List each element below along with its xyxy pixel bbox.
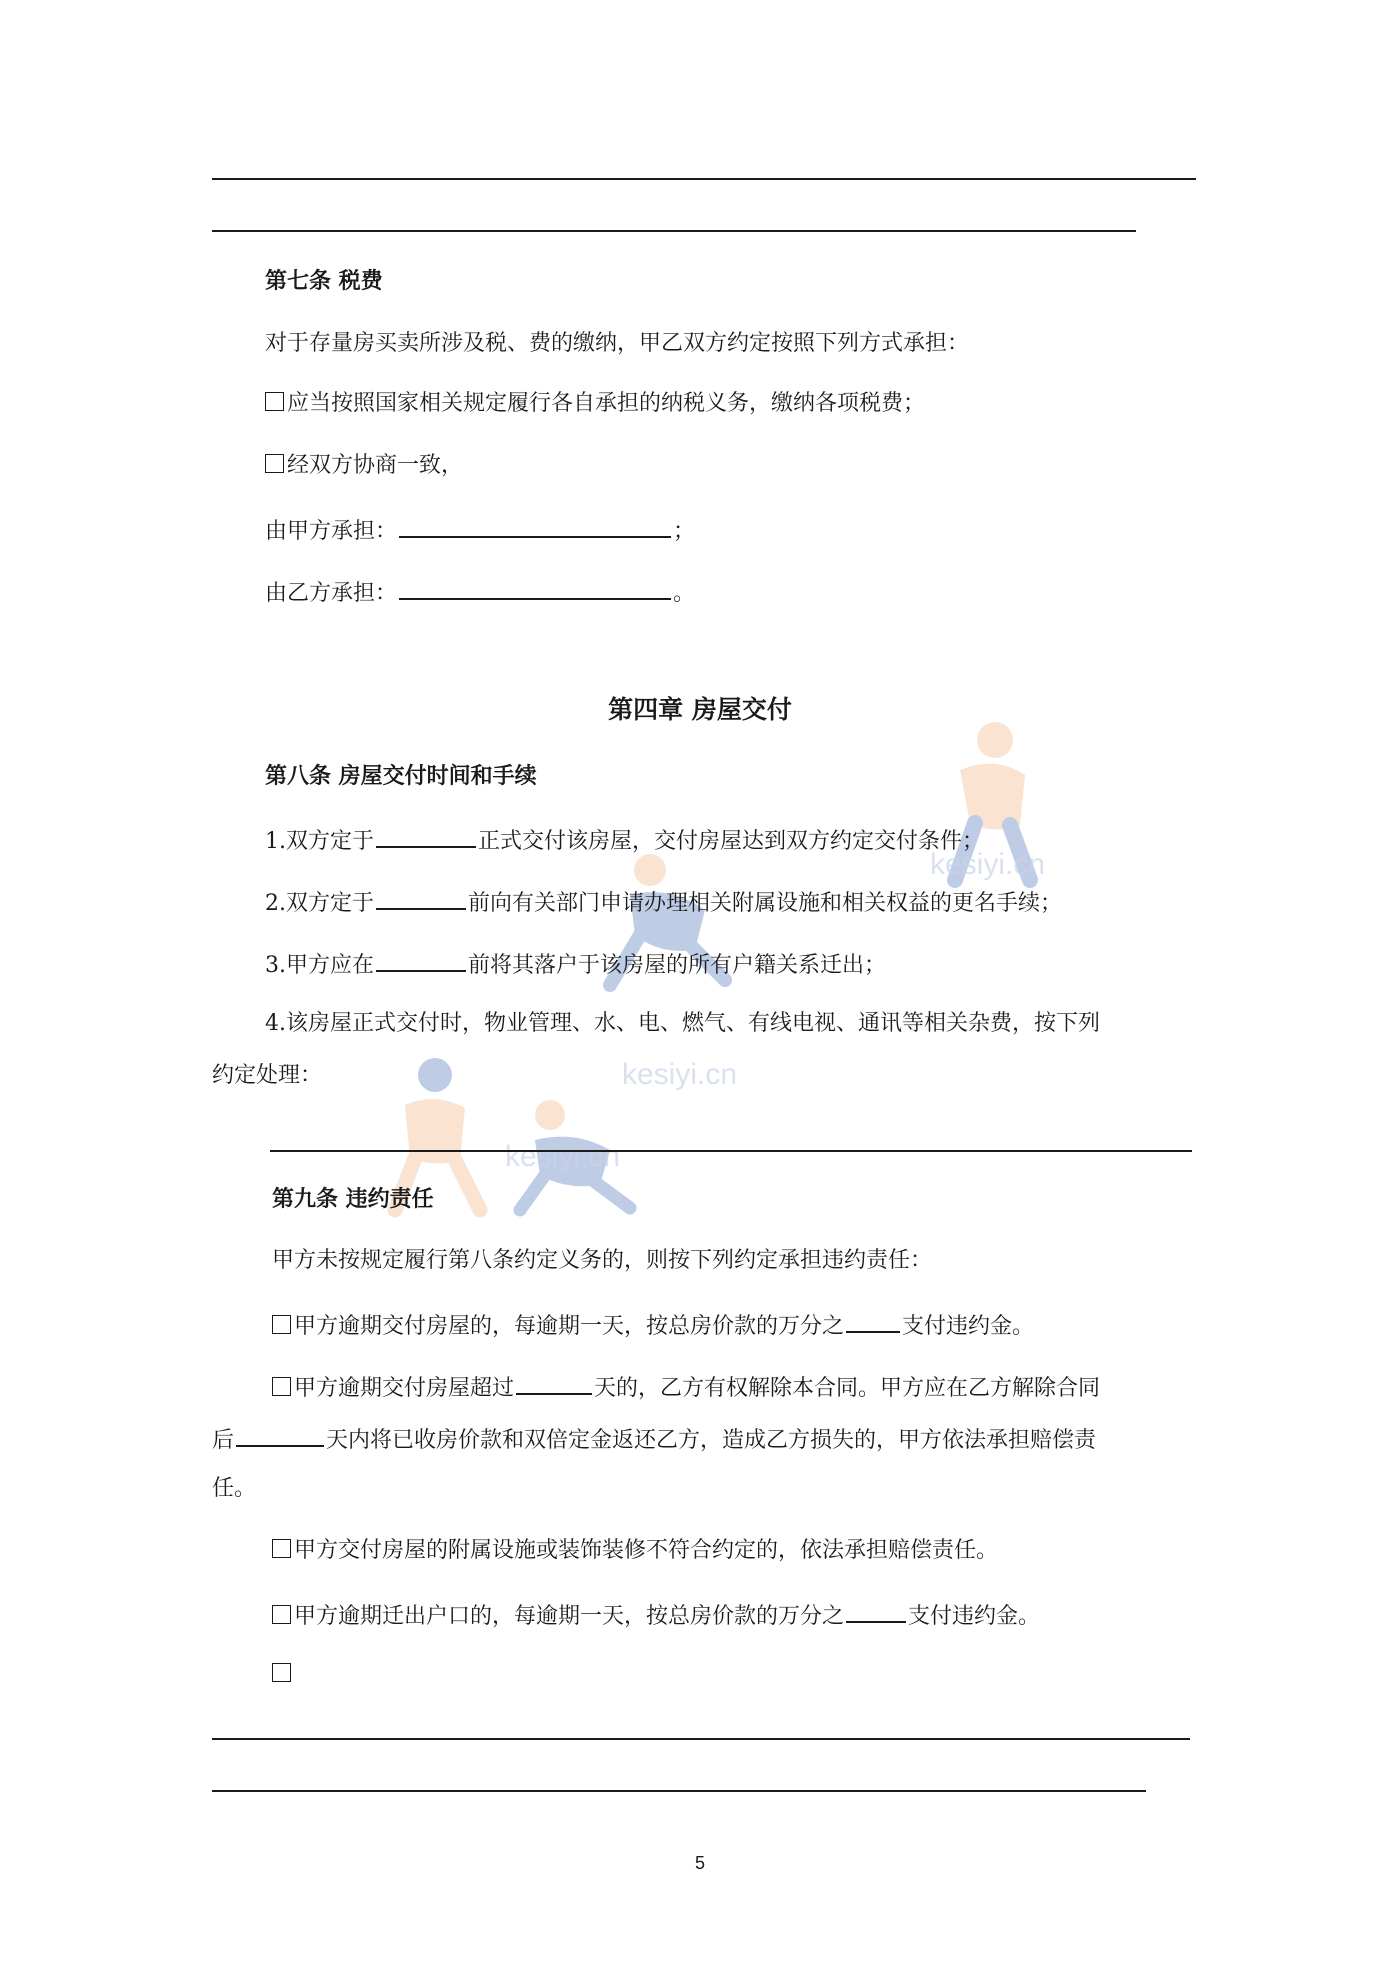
checkbox-icon[interactable] [272,1663,291,1682]
article-8-title: 第八条 房屋交付时间和手续 [265,763,537,789]
article-8-item-1 [265,822,984,858]
option-text: 天的，乙方有权解除本合同。甲方应在乙方解除合同 [594,1376,1101,1401]
party-a-label: 由甲方承担： [265,519,398,544]
option-text: 甲方逾期交付房屋超过 [294,1376,515,1401]
article-9-intro: 甲方未按规定履行第八条约定义务的，则按下列约定承担违约责任： [272,1248,933,1273]
option-text: 天内将已收房价款和双倍定金返还乙方，造成乙方损失的，甲方依法承担赔偿责 [326,1428,1097,1453]
article-8-item-4-line-1: 4.该房屋正式交付时，物业管理、水、电、燃气、有线电视、通讯等相关杂费，按下列 [265,1011,1100,1036]
hukou-penalty-rate-blank[interactable] [846,1597,906,1623]
watermark-text: kesiyi.cn [505,1140,621,1173]
checkbox-icon[interactable] [265,454,284,473]
article-7-title: 第七条 税费 [265,268,383,294]
transfer-date-blank[interactable] [376,884,466,910]
article-9-option-3 [272,1535,998,1567]
article-9-option-2-line-2 [212,1421,1096,1457]
article-7-intro: 对于存量房买卖所涉及税、费的缴纳，甲乙双方约定按照下列方式承担： [265,331,970,356]
page-number: 5 [694,1853,705,1873]
checkbox-icon[interactable] [272,1315,291,1334]
hukou-date-blank[interactable] [376,946,466,972]
chapter-title: 第四章 房屋交付 [608,695,792,724]
checkbox-icon[interactable] [272,1539,291,1558]
watermark-text: kesiyi.cn [622,1058,738,1091]
article-7-option-1 [265,388,925,420]
article-9-option-1 [272,1307,1034,1343]
option-text: 经双方协商一致， [287,453,464,478]
checkbox-icon[interactable] [272,1605,291,1624]
overdue-days-blank[interactable] [516,1369,592,1395]
item-text: 3.甲方应在 [265,953,374,978]
fill-in-line [212,230,1136,232]
delivery-date-blank[interactable] [376,822,476,848]
punct: ； [673,519,696,544]
watermark-text: kesiyi.cn [930,848,1046,881]
article-8-item-2 [265,884,1062,920]
refund-days-blank[interactable] [236,1421,324,1447]
option-text: 应当按照国家相关规定履行各自承担的纳税义务，缴纳各项税费； [287,391,926,416]
article-9-title: 第九条 违约责任 [272,1186,434,1212]
option-text: 甲方交付房屋的附属设施或装饰装修不符合约定的，依法承担赔偿责任。 [294,1538,999,1563]
article-9-option-4 [272,1597,1040,1633]
article-8-item-3 [265,946,886,982]
item-text: 正式交付该房屋，交付房屋达到双方约定交付条件； [478,829,985,854]
option-text: 甲方逾期交付房屋的，每逾期一天，按总房价款的万分之 [294,1314,845,1339]
article-8-item-4-line-2: 约定处理： [212,1063,323,1088]
item-text: 1.双方定于 [265,829,374,854]
article-9-option-2-line-1 [272,1369,1100,1405]
party-a-blank[interactable] [399,512,671,538]
fill-in-line [270,1150,1192,1152]
article-9-option-5 [272,1659,294,1691]
article-9-option-2-line-3: 任。 [212,1476,257,1501]
article-7-option-2 [265,450,463,482]
punct: 。 [673,581,696,606]
checkbox-icon[interactable] [272,1377,291,1396]
checkbox-icon[interactable] [265,392,284,411]
penalty-rate-blank[interactable] [846,1307,900,1333]
party-b-blank[interactable] [399,574,671,600]
article-7-party-b [265,574,695,610]
item-text: 2.双方定于 [265,891,374,916]
option-text: 甲方逾期迁出户口的，每逾期一天，按总房价款的万分之 [294,1604,845,1629]
fill-in-line [212,1790,1146,1792]
item-text: 前将其落户于该房屋的所有户籍关系迁出； [468,953,887,978]
fill-in-line [212,1738,1190,1740]
option-text: 后 [212,1428,235,1453]
article-7-party-a [265,512,695,548]
fill-in-line [212,178,1196,180]
item-text: 前向有关部门申请办理相关附属设施和相关权益的更名手续； [468,891,1063,916]
option-text: 支付违约金。 [908,1604,1041,1629]
party-b-label: 由乙方承担： [265,581,398,606]
option-text: 支付违约金。 [902,1314,1035,1339]
